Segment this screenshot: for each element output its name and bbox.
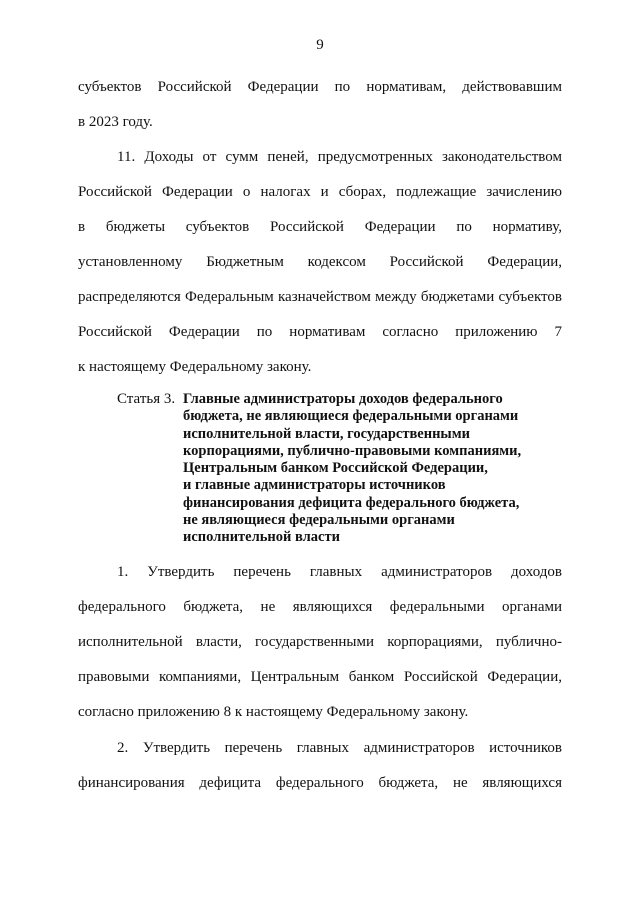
article-title-line: Главные администраторы доходов федерального <box>183 391 503 407</box>
item-1-line-2: федерального бюджета, не являющихся федеральными органами <box>78 599 562 615</box>
article-title-line: исполнительной власти <box>183 529 340 546</box>
item-1-line-3: исполнительной власти, государственными корпорациями, публично- <box>78 634 562 650</box>
item-2-line-1: 2. Утвердить перечень главных администраторов источников <box>117 740 562 756</box>
paragraph-11-line-4: установленному Бюджетным кодексом Российской Федерации, <box>78 254 562 270</box>
article-title-line: и главные администраторы источников <box>183 477 446 494</box>
article-title-line: корпорациями, публично-правовыми компаниями, <box>183 442 522 459</box>
article-label: Статья 3. <box>117 391 176 407</box>
paragraph-11-line-1: 11. Доходы от сумм пеней, предусмотренных законодательством <box>117 149 562 165</box>
paragraph-11-line-6: Российской Федерации по нормативам согласно приложению 7 <box>78 324 562 340</box>
item-1-line-1: 1. Утвердить перечень главных администраторов доходов <box>117 564 562 580</box>
paragraph-11-line-3: в бюджеты субъектов Российской Федерации по нормативу, <box>78 219 562 235</box>
item-1-line-4: правовыми компаниями, Центральным банком Российской Федерации, <box>78 669 562 685</box>
page-number: 9 <box>316 37 324 53</box>
paragraph-11-line-5: распределяются Федеральным казначейством между бюджетами субъектов <box>78 289 562 305</box>
paragraph-11-line-2: Российской Федерации о налогах и сборах, подлежащие зачислению <box>78 184 562 200</box>
item-2-line-2: финансирования дефицита федерального бюджета, не являющихся <box>78 775 562 791</box>
article-title-line: финансирования дефицита федерального бюджета, <box>183 494 520 511</box>
article-title-line: Центральным банком Российской Федерации, <box>183 460 488 477</box>
paragraph-10-line-1: субъектов Российской Федерации по нормативам, действовавшим <box>78 79 562 95</box>
paragraph-10-line-2: в 2023 году. <box>78 114 153 130</box>
paragraph-11-line-7: к настоящему Федеральному закону. <box>78 359 312 375</box>
article-title-line: исполнительной власти, государственными <box>183 425 470 442</box>
article-title <box>183 391 543 547</box>
article-title-line: не являющиеся федеральными органами <box>183 512 455 529</box>
article-title-line: бюджета, не являющиеся федеральными органами <box>183 408 519 425</box>
item-1-line-5: согласно приложению 8 к настоящему Федеральному закону. <box>78 704 469 720</box>
